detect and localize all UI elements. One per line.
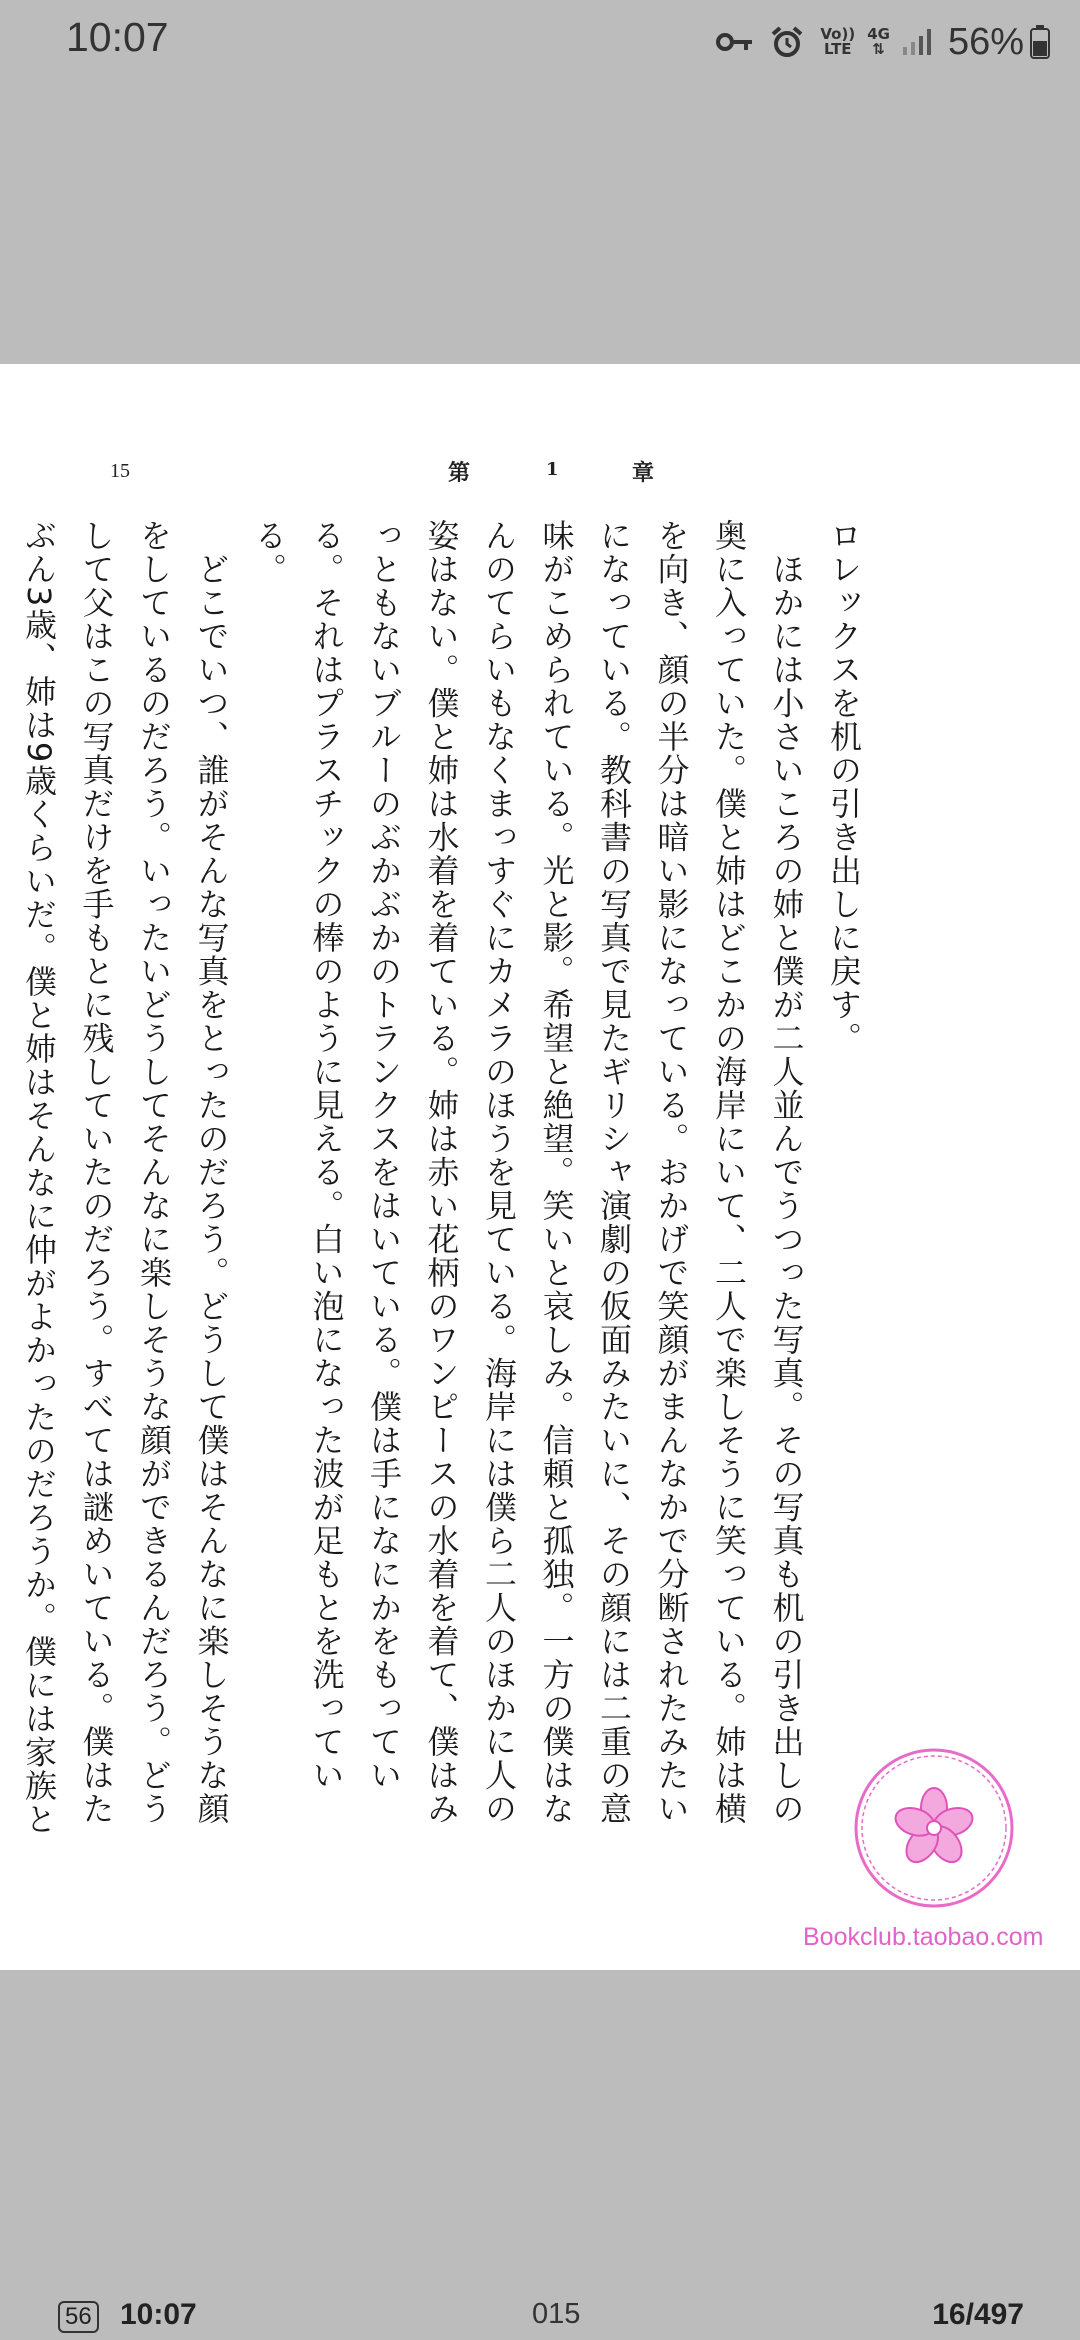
signal-icon bbox=[902, 27, 932, 57]
chapter-heading-c: 章 bbox=[632, 460, 655, 486]
chapter-heading-a: 第 bbox=[448, 460, 471, 486]
status-time: 10:07 bbox=[66, 14, 169, 60]
status-icons bbox=[716, 14, 1050, 70]
battery-percent: 56% bbox=[947, 20, 1024, 63]
key-icon bbox=[716, 29, 754, 55]
footer-time: 10:07 bbox=[120, 2298, 197, 2331]
battery-badge: 56 bbox=[58, 2301, 99, 2333]
battery-icon bbox=[1030, 25, 1050, 59]
reading-progress: 16/497 bbox=[932, 2298, 1024, 2331]
status-bar bbox=[0, 0, 1080, 84]
seal-stamp-icon bbox=[850, 1744, 1018, 1912]
paragraph: ロレックスを机の引き出しに戻す。 bbox=[825, 519, 863, 1055]
volte-icon: Vo)) LTE bbox=[820, 25, 856, 58]
body-text bbox=[0, 519, 872, 1849]
paragraph: ほかには小さいころの姉と僕が二人並んでうつった写真。その写真も机の引き出しの奥に入っていた。僕と姉はどこかの海岸にいて、二人で楽しそうに笑っている。姉は横を向き、顔の半分は暗い影になっている。おかげで笑顔がまんなかで分断されたみたいになっている。教科書の写真で見たギリシャ演劇の仮面みたいに、その顔には二重の意味がこめられている。光と影。希望と絶望。笑いと哀しみ。信頼と孤独。一方の僕はなんのてらいもなくまっすぐにカメラのほうを見ている。海岸には僕ら二人のほかに人の姿はない。僕と姉は水着を着ている。姉は赤い花柄のワンピースの水着を着て、僕はみっともないブルーのぶかぶかのトランクスをはいている。僕は手になにかをもっている。それはプラスチックの棒のように見える。白い泡になった波が足もとを洗っている。 bbox=[250, 519, 806, 1826]
watermark: Bookclub.taobao.com bbox=[803, 1923, 1044, 1951]
book-page[interactable] bbox=[0, 364, 1080, 1970]
4g-icon: 4G ⇅ bbox=[867, 25, 890, 58]
reader-footer bbox=[0, 2290, 1080, 2340]
paragraph: どこでいつ、誰がそんな写真をとったのだろう。どうして僕はそんなに楽しそうな顔をしているのだろう。いったいどうしてそんなに楽しそうな顔ができるんだろう。どうして父はこの写真だけを手もとに残していたのだろう。すべては謎めいている。僕はたぶん3歳、姉は9歳くらいだ。僕と姉はそんなに仲がよかったのだろうか。僕には家族と bbox=[20, 519, 231, 1836]
alarm-icon bbox=[770, 25, 804, 59]
footer-page-label: 015 bbox=[532, 2298, 581, 2330]
page-number: 15 bbox=[110, 460, 130, 482]
chapter-heading-number: 1 bbox=[546, 459, 559, 480]
